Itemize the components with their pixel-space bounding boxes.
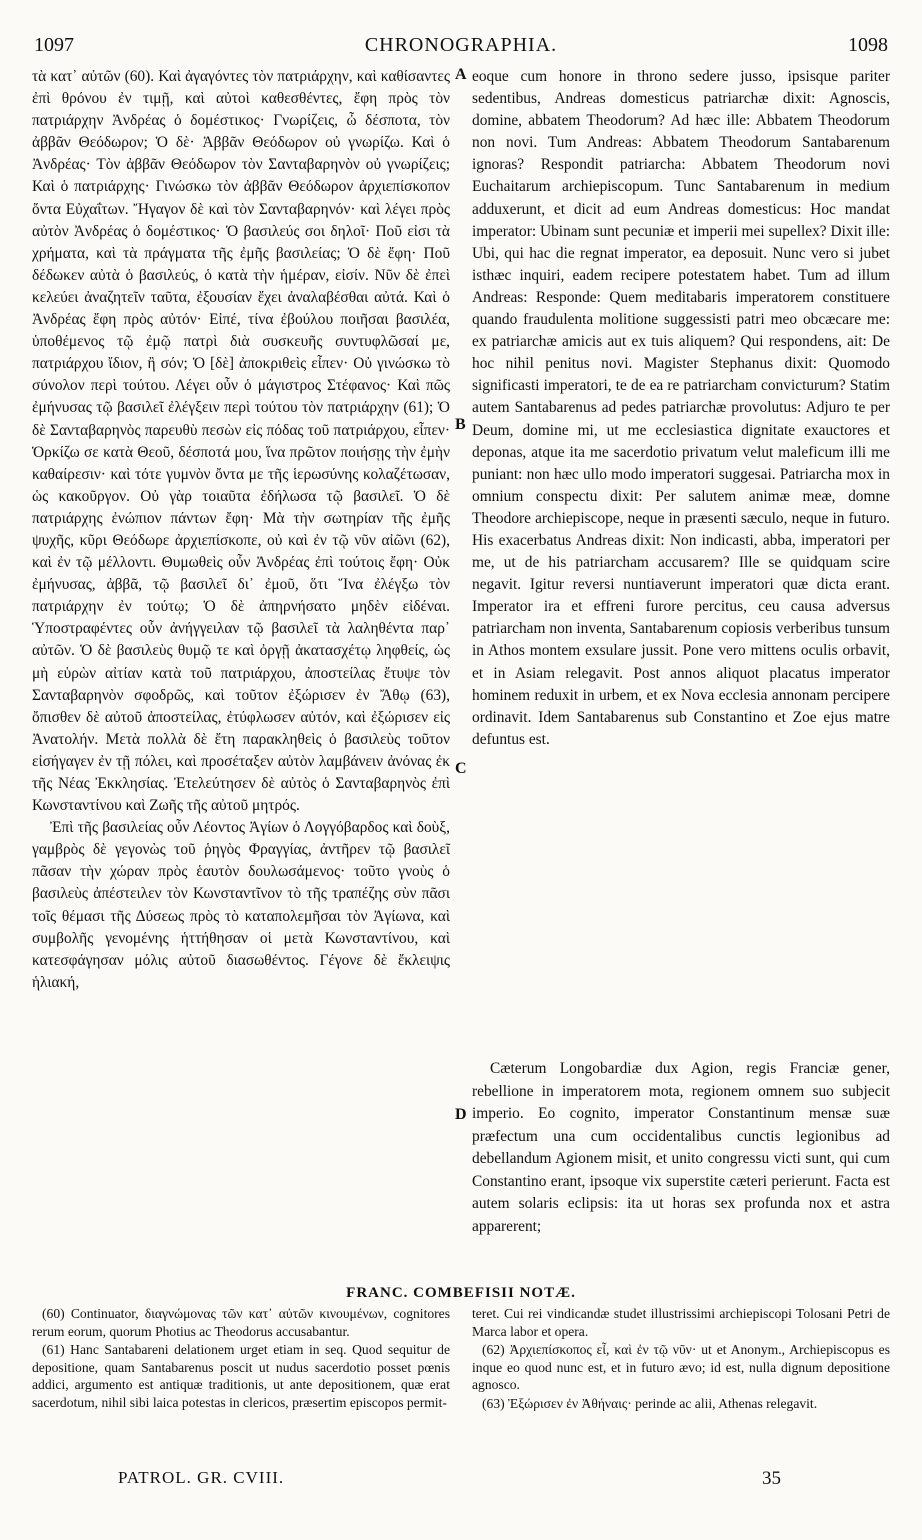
margin-marker-a: A xyxy=(455,66,467,83)
footnote: teret. Cui rei vindicandæ studet illustrissimi archiepiscopi Tolosani Petri de Marca labor et opera. xyxy=(472,1306,890,1339)
notes-left-column xyxy=(32,1305,450,1413)
greek-column xyxy=(32,66,450,994)
footnote: (61) Hanc Santabareni delationem urget etiam in seq. Quod sequitur de depositione, quam Santabarenus poscit ut nudus sacerdotio posset pœnis addici, argumento est antiquæ traditionis, ut ante depositionem, quæ erat sacerdotum, nihil sibi laica potestas in clericos, præsertim episcopos permit- xyxy=(32,1342,450,1410)
footer-signature: 35 xyxy=(762,1468,781,1489)
footer-series: PATROL. GR. CVIII. xyxy=(118,1468,285,1487)
page-number-right: 1098 xyxy=(848,34,888,56)
page-number-left: 1097 xyxy=(34,34,74,56)
latin-column xyxy=(472,66,890,751)
latin-paragraph: Cæterum Longobardiæ dux Agion, regis Franciæ gener, rebellione in imperatorem mota, regionem omnem suo subjecit imperio. Eo cognito, imperator Constantinum mensæ suæ præfectum una cum occidentalibus cunctis legionibus ad debellandum Agionem misit, et unito congressu victi sunt, qui cum Constantino erant, ipsoque vix superstite cæteri perierunt. Facta est autem solaris eclipsis: ita ut horas sex profunda nox et astra apparerent; xyxy=(472,1060,890,1235)
footnote: (62) Ἀρχιεπίσκοπος εἶ, καὶ ἐν τῷ νῦν· ut et Anonym., Archiepiscopus es inque eo quod nunc est, et in futuro ævo; id est, nulla dignum depositione agnosco. xyxy=(472,1342,890,1393)
notes-heading: FRANC. COMBEFISII NOTÆ. xyxy=(346,1285,576,1301)
margin-marker-c: C xyxy=(455,760,467,777)
greek-paragraph: τὰ κατ᾽ αὐτῶν (60). Καὶ ἀγαγόντες τὸν πατριάρχην, καὶ καθίσαντες ἐπὶ θρόνου ἐν τιμῇ, καὶ αὐτοὶ καθεσθέντες, ἔφη πρὸς τὸν πατριάρχην Ἀνδρέας ὁ δομέστικος· Γνωρίζεις, ὦ δέσποτα, τὸν ἀββᾶν Θεόδωρον; Ὁ δὲ· Ἀββᾶν Θεόδωρον οὐ γνωρίζω. Καὶ ὁ Ἀνδρέας· Τὸν ἀββᾶν Θεόδωρον τὸν Σανταβαρηνὸν οὐ γνωρίζεις; Καὶ ὁ πατριάρχης· Γινώσκω τὸν ἀββᾶν Θεόδωρον ἀρχιεπίσκοπον ὄντα Εὐχαΐτων. Ἤγαγον δὲ καὶ τὸν Σανταβαρηνόν· καὶ λέγει πρὸς αὐτὸν Ἀνδρέας ὁ δομέστικος· Ὁ βασιλεύς σοι δηλοῖ· Ποῦ εἰσι τὰ χρήματα, καὶ τὰ πράγματα τῆς ἐμῆς βασιλείας; Ὁ δὲ ἔφη· Ποῦ δέδωκεν αὐτὰ ὁ βασιλεύς, ὁ κατὰ τὴν ἡμέραν, εἰσίν. Νῦν δὲ ἐπεὶ κελεύει ἀναζητεῖν ταῦτα, ἐξουσίαν ἔχει ἀναλαβέσθαι αὐτά. Καὶ ὁ Ἀνδρέας ἔφη πρὸς αὐτόν· Εἰπέ, τίνα ἐβούλου ποιῆσαι βασιλέα, ὑποθέμενος τῷ ἐμῷ πατρὶ διὰ συσκευῆς συντυφλῶσαί με, πατριάρχου ἴδιον, ἢ σόν; Ὁ [δὲ] ἀποκριθεὶς εἶπεν· Οὐ γινώσκω τὸ σύνολον περὶ τούτου. Λέγει οὖν ὁ μάγιστρος Στέφανος· Καὶ πῶς ἐμήνυσας τῷ βασιλεῖ ἐλέγξειν περὶ τούτου τὸν πατριάρχην (61); Ὁ δὲ Σανταβαρηνὸς παρευθὺ πεσὼν εἰς πόδας τοῦ πατριάρχου, εἶπεν· Ὁρκίζω σε κατὰ Θεοῦ, δέσποτά μου, ἵνα πρῶτον ποιήσῃς τὴν ἐμὴν καθαίρεσιν· καὶ τότε γυμνὸν ὄντα με τῆς ἱερωσύνης κολαζέτωσαν, ὡς κακοῦργον. Οὐ γὰρ τοιαῦτα ἐδήλωσα τῷ βασιλεῖ. Ὁ δὲ πατριάρχης ἐνώπιον πάντων ἔφη· Μὰ τὴν σωτηρίαν τῆς ἐμῆς ψυχῆς, κῦρι Θεόδωρε ἀρχιεπίσκοπε, οὐ καὶ ἐν τῷ νῦν αἰῶνι (62), καὶ ἐν τῷ μέλλοντι. Θυμωθεὶς οὖν Ἀνδρέας ἐπὶ τούτοις ἔφη· Οὐκ ἐμήνυσας, ἀββᾶ, τῷ βασιλεῖ δι᾽ ἐμοῦ, ὅτι Ἵνα ἐλέγξω τὸν πατριάρχην ἐν τούτῳ; Ὁ δὲ ἀπηρνήσατο μηδὲν εἰδέναι. Ὑποστραφέντες οὖν ἀνήγγειλαν τῷ βασιλεῖ τὰ λαληθέντα παρ᾽ αὐτῶν. Ὁ δὲ βασιλεὺς θυμῷ τε καὶ ὀργῇ ἀκατασχέτῳ ληφθείς, ὡς μὴ εὑρὼν αἰτίαν κατὰ τοῦ πατριάρχου, ἀποστείλας ἔτυψε τὸν Σανταβαρηνὸν σφοδρῶς, καὶ τοῦτον ἐξώρισεν ἐν Ἄθῳ (63), ὄπισθεν δὲ αὐτοῦ ἀποστείλας, ἐτύφλωσεν αὐτόν, καὶ ἐξώρισεν εἰς Ἀνατολήν. Μετὰ πολλὰ δὲ ἔτη παρακληθεὶς ὁ βασιλεὺς τοῦτον εἰσήγαγεν ἐν τῇ πόλει, καὶ προσέταξεν αὐτὸν λαμβάνειν ἀνόνας ἐκ τῆς Νέας Ἐκκλησίας. Ἐτελεύτησεν δὲ αὐτὸς ὁ Σανταβαρηνὸς ἐπὶ Κωνσταντίνου καὶ Ζωῆς τῆς αὐτοῦ μητρός. xyxy=(32,68,450,815)
latin-paragraph: eoque cum honore in throno sedere jusso, ipsisque pariter sedentibus, Andreas domesticus patriarchæ dixit: Agnoscis, domine, abbatem Theodorum? Ad hæc ille: Abbatem Theodorum non novi. Tum Andreas: Abbatem Theodorum Santabarenum ignoras? Respondit patriarcha: Abbatem Theodorum novi Euchaitarum archiepiscopum. Tunc Santabarenum in medium adduxerunt, et dicit ad eum Andreas domesticus: Hoc mandat imperator: Ubinam sunt pecuniæ et imperii mei supellex? Dixit ille: Ubi, qui hac die regnat imperator, ea deposuit. Nunc vero si jubet isthæc inquiri, eadem recipere potestatem habet. Tum ad illum Andreas: Responde: Quem meditabaris imperatorem constituere quando fraudulenta molitione suggessisti patri meo obcæcare me: ex patriarchæ amicis aut ex tuis aliquem? Qui respondens, ait: De hoc nihil penitus novi. Magister Stephanus dixit: Quomodo significasti imperatori, te de ea re patriarcham convicturum? Statim autem Santabarenus ad pedes patriarchæ provolutus: Adjuro te per Deum, domine mi, ut me ecclesiastica dignitate exauctores et deponas, atque ita me sacerdotio privatum velut maleficum illi me puniant: non hæc ullo modo imperatori suggesai. Patriarcha mox in omnium conspectu dixit: Per salutem animæ meæ, domne Theodore archiepiscope, neque in præsenti sæculo, neque in futuro. His exacerbatus Andreas dixit: Non indicasti, abba, imperatori per me, ut de his patriarcham accusarem? Ille se quidquam scire negavit. Igitur reversi nuntiaverunt imperatori quæ dicta erant. Imperator ira et effreni furore percitus, ceu causa adversus patriarcham non inventa, Santabarenum copiosis verberibus tunsum in Athos montem exsulare jussit. Pone vero mittens oculis orbavit, et in Asiam relegavit. Post annos aliquot placatus imperator hominem reduxit in urbem, et ex Nova ecclesia annonam percipere ordinavit. Idem Santabarenus sub Constantino et Zoe ejus matre defuntus est. xyxy=(472,68,890,748)
notes-right-column xyxy=(472,1305,890,1414)
greek-paragraph: Ἐπὶ τῆς βασιλείας οὖν Λέοντος Ἀγίων ὁ Λογγόβαρδος καὶ δοὺξ, γαμβρὸς δὲ γεγονὼς τοῦ ῥηγὸς Φραγγίας, ἀντῆρεν τῷ βασιλεῖ πᾶσαν τὴν χώραν πρὸς ἑαυτὸν δουλωσάμενος· τοῦτο γνοὺς ὁ βασιλεὺς ἀπέστειλεν τὸν Κωνσταντῖνον τὸ τῆς τραπέζης σὺν πᾶσι τοῖς θέμασι τῆς Δύσεως πρὸς τὸ καταπολεμῆσαι τὸν Ἀγίωνα, καὶ συμβολῆς γενομένης ἡττήθησαν οἱ μετὰ Κωνσταντίνου, καὶ κατεσφάγησαν μόλις αὐτοῦ διασωθέντος. Γέγονε δὲ ἔκλειψις ἡλιακή, xyxy=(32,819,450,991)
page-header xyxy=(34,34,888,60)
margin-marker-b: B xyxy=(455,416,466,433)
running-title: CHRONOGRAPHIA. xyxy=(364,34,558,56)
footnote: (60) Continuator, διαγνώμονας τῶν κατ᾽ αὐτῶν κινουμένων, cognitores rerum eorum, quorum Photius ac Theodorus accusabantur. xyxy=(32,1306,450,1339)
footnote: (63) Ἐξώρισεν ἐν Ἀθήναις· perinde ac alii, Athenas relegavit. xyxy=(482,1395,818,1411)
latin-column-lower xyxy=(472,1058,890,1238)
margin-marker-d: D xyxy=(455,1106,467,1123)
